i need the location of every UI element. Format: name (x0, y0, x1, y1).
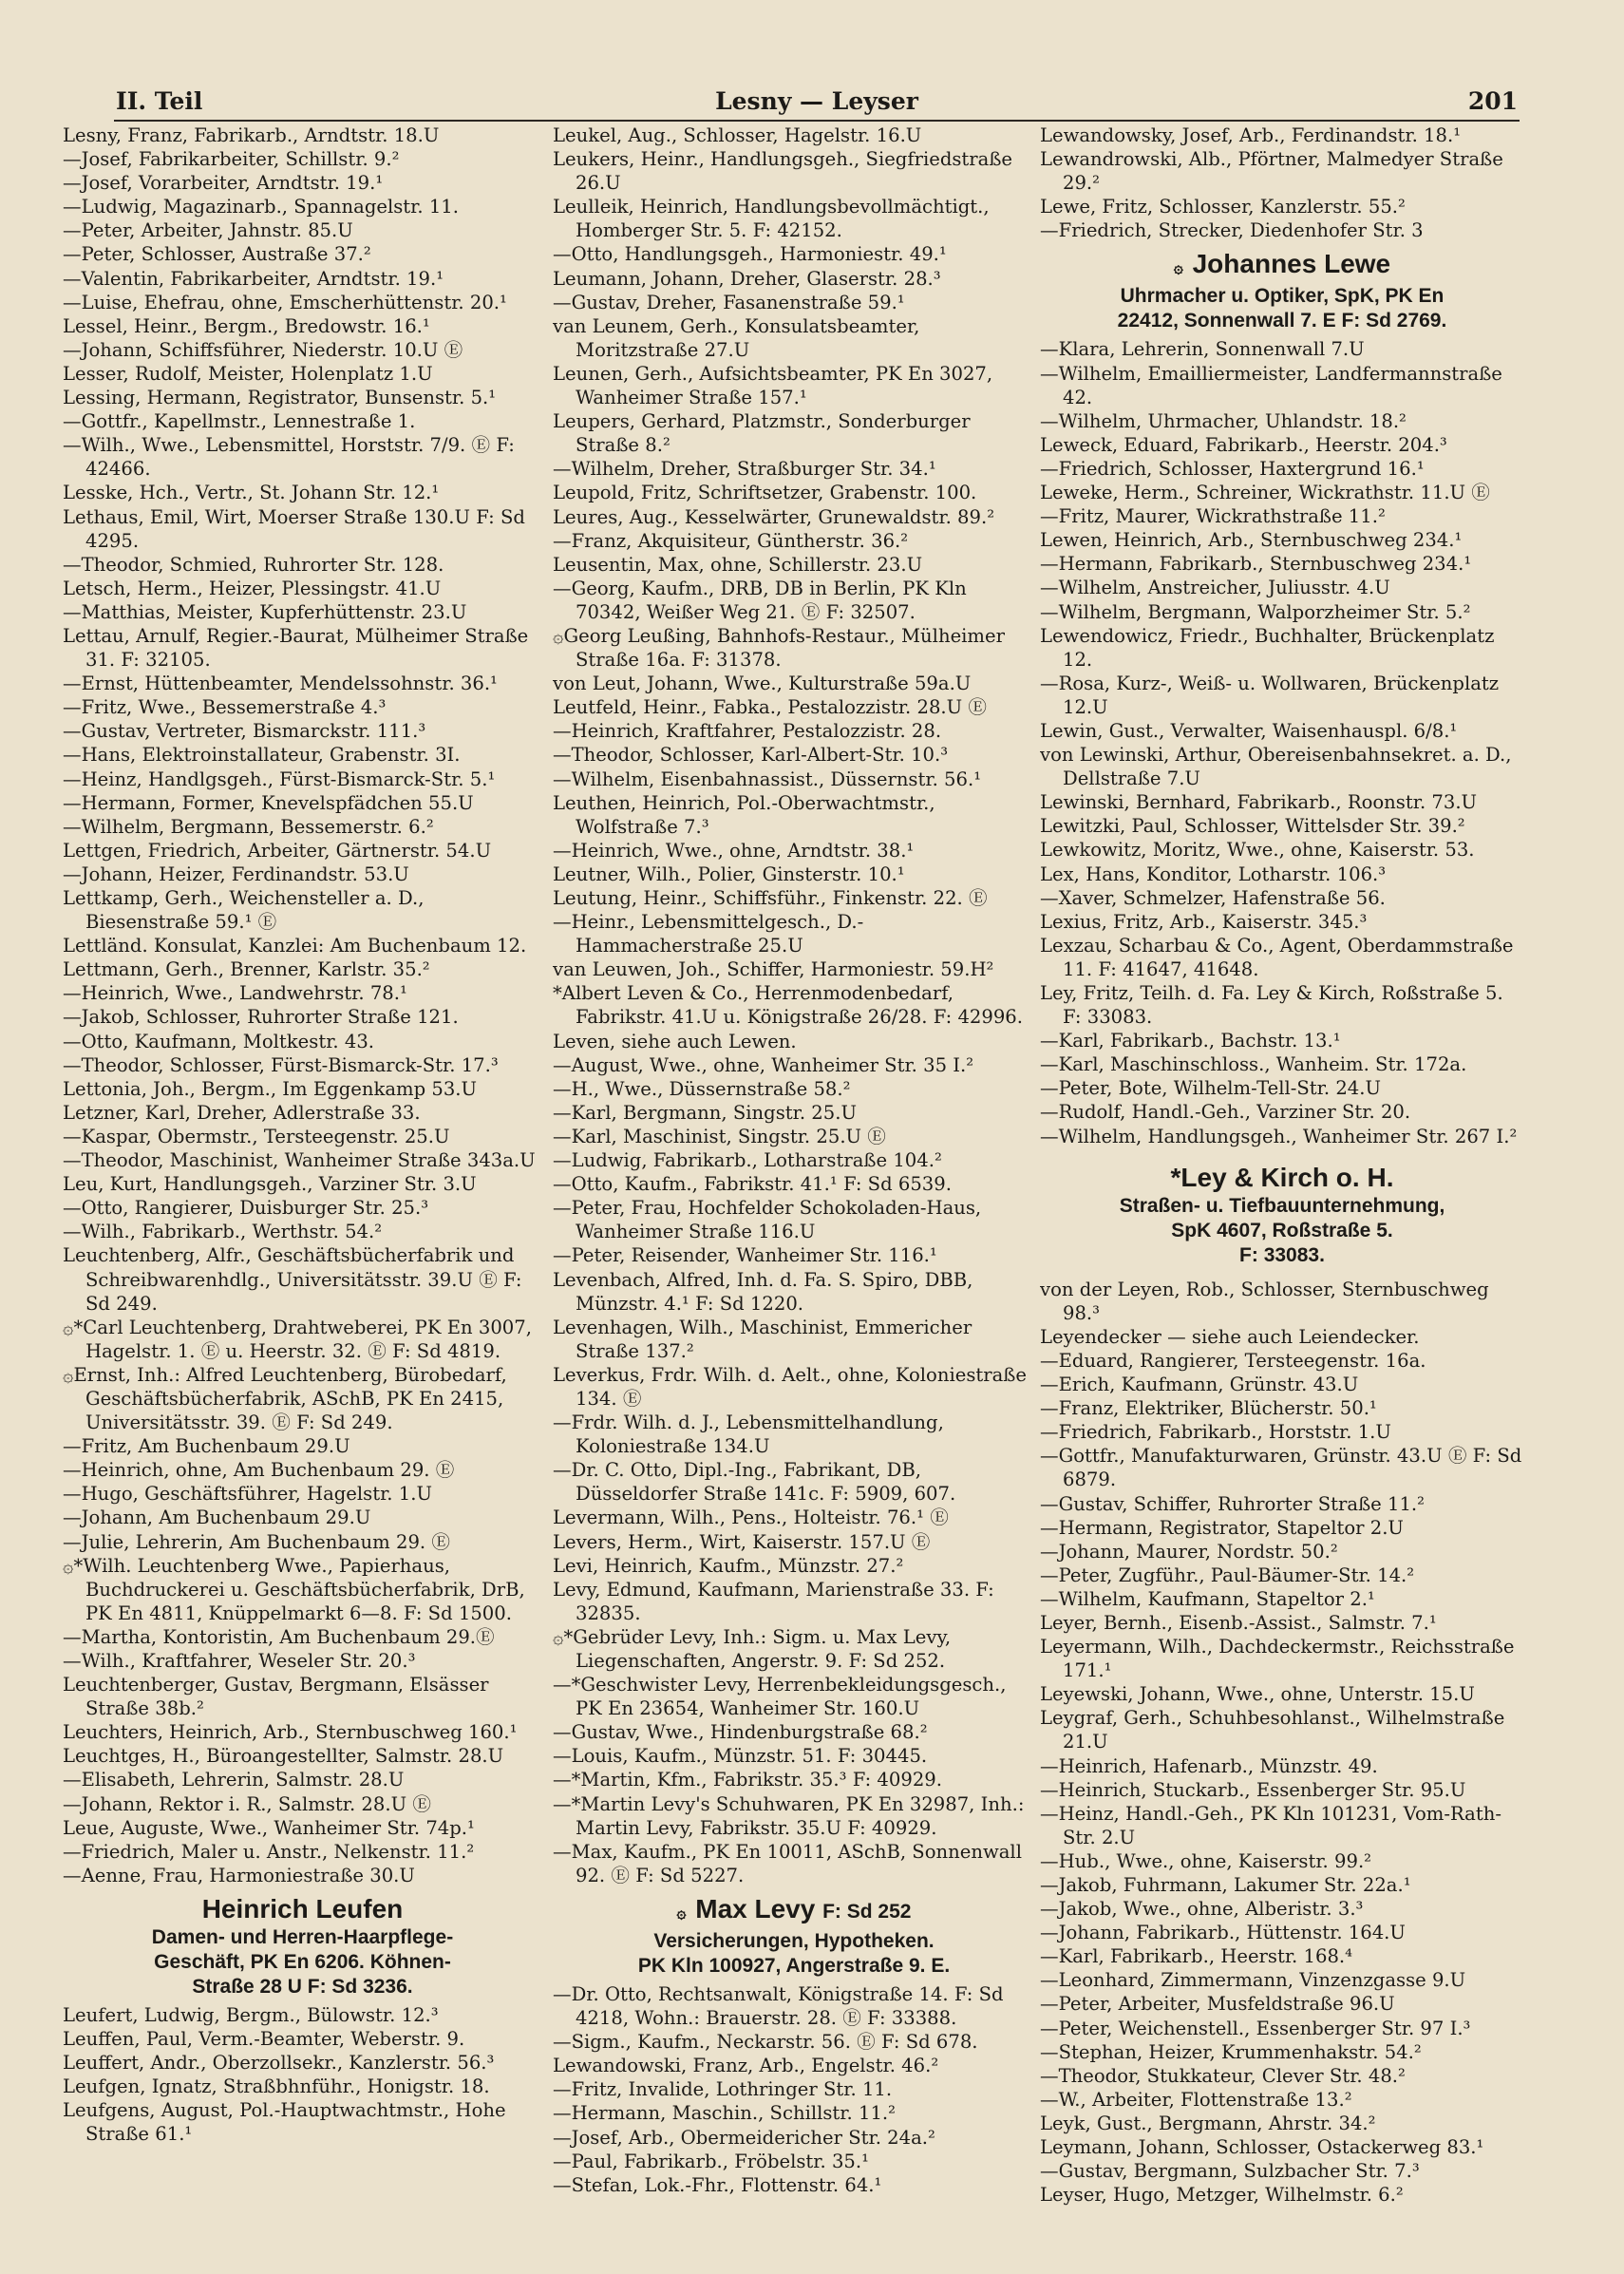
directory-entry: Leuchters, Heinrich, Arb., Sternbuschweg 160.¹ (63, 1721, 518, 1744)
directory-entry: —Wilh., Kraftfahrer, Weseler Str. 20.³ (63, 1650, 416, 1672)
directory-entry: Levi, Heinrich, Kaufm., Münzstr. 27.² (553, 1554, 904, 1577)
entry-list (553, 123, 1035, 1887)
entry-list (63, 2003, 542, 2147)
directory-entry: —Ernst, Hüttenbeamter, Mendelssohnstr. 36.¹ (63, 673, 498, 695)
directory-entry: —Louis, Kaufm., Münzstr. 51. F: 30445. (553, 1745, 928, 1768)
directory-entry: Lettonia, Joh., Bergm., Im Eggenkamp 53.U (63, 1077, 478, 1100)
directory-entry: —Heinz, Handlgsgeh., Fürst-Bismarck-Str. 5.¹ (63, 767, 496, 790)
directory-entry: Levermann, Wilh., Pens., Holteistr. 76.¹ Ⓔ (553, 1507, 949, 1529)
directory-entry: —Friedrich, Schlosser, Haxtergrund 16.¹ (1040, 457, 1425, 480)
directory-entry: Leulleik, Heinrich, Handlungsbevollmächtigt., Homberger Str. 5. F: 42152. (553, 196, 990, 242)
directory-entry: Leufgen, Ignatz, Straßbhnführ., Honigstr. 18. (63, 2075, 490, 2098)
directory-entry: —Wilhelm, Handlungsgeh., Wanheimer Str. 267 I.² (1040, 1125, 1518, 1147)
directory-entry: —Gustav, Schiffer, Ruhrorter Straße 11.² (1040, 1492, 1425, 1515)
directory-entry: Leyermann, Wilh., Dachdeckermstr., Reichsstraße 171.¹ (1040, 1636, 1515, 1682)
directory-entry: —Kaspar, Obermstr., Tersteegenstr. 25.U (63, 1125, 450, 1147)
ad-line: Geschäft, PK En 6206. Köhnen- (154, 1950, 451, 1973)
emblem-icon: ۞ (1173, 258, 1183, 277)
directory-entry: —Johann, Maurer, Nordstr. 50.² (1040, 1540, 1338, 1563)
directory-entry: Lesny, Franz, Fabrikarb., Arndtstr. 18.U (63, 124, 440, 146)
page-range-title: Lesny — Leyser (715, 87, 918, 115)
directory-entry: —Wilh., Fabrikarb., Werthstr. 54.² (63, 1221, 383, 1243)
directory-entry: —Otto, Kaufm., Fabrikstr. 41.¹ F: Sd 6539. (553, 1173, 952, 1196)
directory-entry: —Hub., Wwe., ohne, Kaiserstr. 99.² (1040, 1849, 1372, 1872)
directory-entry: —Hermann, Fabrikarb., Sternbuschweg 234.¹ (1040, 553, 1472, 576)
directory-entry: —Xaver, Schmelzer, Hafenstraße 56. (1040, 886, 1386, 909)
page-header (114, 84, 1520, 122)
directory-entry: Leygraf, Gerh., Schuhbesohlanst., Wilhelmstraße 21.U (1040, 1707, 1505, 1753)
entry-list (1040, 123, 1524, 242)
entry-list (1040, 337, 1524, 1147)
directory-entry: Leuchtenberger, Gustav, Bergmann, Elsässer Straße 38b.² (63, 1674, 489, 1720)
directory-entry: Lewendowicz, Friedr., Buchhalter, Brückenplatz 12. (1040, 624, 1495, 671)
directory-entry: Leyendecker — siehe auch Leiendecker. (1040, 1325, 1420, 1348)
directory-entry: Lewen, Heinrich, Arb., Sternbuschweg 234.¹ (1040, 529, 1463, 552)
directory-entry: —Heinrich, Wwe., Landwehrstr. 78.¹ (63, 982, 407, 1005)
directory-entry: —Josef, Vorarbeiter, Arndtstr. 19.¹ (63, 172, 384, 195)
directory-entry: —Leonhard, Zimmermann, Vinzenzgasse 9.U (1040, 1969, 1466, 1992)
column-1 (63, 123, 542, 2251)
ad-line: Straße 28 U F: Sd 3236. (192, 1975, 413, 1998)
directory-entry: Leuffert, Andr., Oberzollsekr., Kanzlerstr. 56.³ (63, 2052, 495, 2075)
directory-entry: —Gustav, Wwe., Hindenburgstraße 68.² (553, 1721, 928, 1744)
directory-entry: —Peter, Reisender, Wanheimer Str. 116.¹ (553, 1244, 937, 1267)
directory-entry: —Jakob, Fuhrmann, Lakumer Str. 22a.¹ (1040, 1874, 1411, 1896)
directory-entry: —Julie, Lehrerin, Am Buchenbaum 29. Ⓔ (63, 1530, 450, 1553)
directory-entry: —Gottfr., Manufakturwaren, Grünstr. 43.U Ⓔ F: Sd 6879. (1040, 1445, 1522, 1491)
directory-entry: Lettländ. Konsulat, Kanzlei: Am Buchenbaum 12. (63, 935, 527, 957)
directory-entry: Levers, Herm., Wirt, Kaiserstr. 157.U Ⓔ (553, 1530, 931, 1553)
ad-name: Heinrich Leufen (201, 1893, 404, 1923)
directory-entry: Lewinski, Bernhard, Fabrikarb., Roonstr. 73.U (1040, 791, 1478, 814)
directory-entry: Leverkus, Frdr. Wilh. d. Aelt., ohne, Koloniestraße 134. Ⓔ (553, 1363, 1027, 1410)
ad-name: *Ley & Kirch o. H. (1170, 1162, 1394, 1192)
directory-entry: —Eduard, Rangierer, Tersteegenstr. 16a. (1040, 1349, 1426, 1372)
directory-entry: —Peter, Arbeiter, Jahnstr. 85.U (63, 219, 353, 242)
ad-line: SpK 4607, Roßstraße 5. (1171, 1219, 1393, 1241)
directory-entry: Leuchtges, H., Büroangestellter, Salmstr. 28.U (63, 1745, 504, 1768)
directory-entry: —*Martin, Kfm., Fabrikstr. 35.³ F: 40929. (553, 1769, 942, 1791)
directory-entry: —Jakob, Schlosser, Ruhrorter Straße 121. (63, 1006, 459, 1029)
directory-entry: —Johann, Fabrikarb., Hüttenstr. 164.U (1040, 1922, 1406, 1944)
directory-entry: —Martha, Kontoristin, Am Buchenbaum 29.Ⓔ (63, 1625, 495, 1648)
directory-entry: —Jakob, Wwe., ohne, Alberistr. 3.³ (1040, 1898, 1364, 1921)
directory-entry: Lexius, Fritz, Arb., Kaiserstr. 345.³ (1040, 910, 1368, 933)
directory-entry: —Josef, Fabrikarbeiter, Schillstr. 9.² (63, 148, 400, 171)
entry-list (1040, 1278, 1524, 2208)
directory-entry: —Stefan, Lok.-Fhr., Flottenstr. 64.¹ (553, 2173, 882, 2196)
directory-entry: Levenhagen, Wilh., Maschinist, Emmericher Straße 137.² (553, 1316, 973, 1362)
directory-entry: Lewandrowski, Alb., Pförtner, Malmedyer Straße 29.² (1040, 148, 1503, 195)
directory-entry: —Peter, Weichenstell., Essenberger Str. 97 I.³ (1040, 2017, 1471, 2039)
directory-entry: Leuffen, Paul, Verm.-Beamter, Weberstr. 9. (63, 2028, 465, 2051)
directory-entry: —Hans, Elektroinstallateur, Grabenstr. 3I. (63, 744, 461, 767)
directory-entry: —Ludwig, Magazinarb., Spannagelstr. 11. (63, 196, 459, 218)
directory-entry: —Friedrich, Strecker, Diedenhofer Str. 3 (1040, 219, 1424, 242)
directory-entry: Leutner, Wilh., Polier, Ginsterstr. 10.¹ (553, 862, 905, 885)
directory-entry: —Wilhelm, Anstreicher, Juliusstr. 4.U (1040, 577, 1390, 599)
advertisement-max-levy (553, 1893, 1035, 1979)
directory-entry: Letzner, Karl, Dreher, Adlerstraße 33. (63, 1101, 421, 1124)
directory-entry: —Valentin, Fabrikarbeiter, Arndtstr. 19.¹ (63, 267, 444, 290)
directory-entry: —Heinr., Lebensmittelgesch., D.-Hammacherstraße 25.U (553, 911, 864, 957)
directory-entry: Leumann, Johann, Dreher, Glaserstr. 28.³ (553, 267, 941, 290)
directory-entry: Leyer, Bernh., Eisenb.-Assist., Salmstr. 7.¹ (1040, 1611, 1437, 1634)
directory-entry: —Wilhelm, Eisenbahnassist., Düssernstr. 56.¹ (553, 767, 982, 790)
directory-entry: —August, Wwe., ohne, Wanheimer Str. 35 I.² (553, 1053, 974, 1076)
section-label: II. Teil (116, 87, 203, 115)
directory-entry: —Heinrich, Stuckarb., Essenberger Str. 95.U (1040, 1778, 1466, 1801)
directory-entry: —Luise, Ehefrau, ohne, Emscherhüttenstr. 20.¹ (63, 291, 507, 313)
directory-entry: —Karl, Fabrikarb., Heerstr. 168.⁴ (1040, 1945, 1352, 1968)
directory-entry: —Rosa, Kurz-, Weiß- u. Wollwaren, Brückenplatz 12.U (1040, 672, 1500, 718)
directory-entry: —Erich, Kaufmann, Grünstr. 43.U (1040, 1374, 1359, 1396)
directory-entry: Levy, Edmund, Kaufmann, Marienstraße 33. F: 32835. (553, 1578, 994, 1624)
directory-entry: —W., Arbeiter, Flottenstraße 13.² (1040, 2088, 1352, 2111)
directory-entry: Leyewski, Johann, Wwe., ohne, Unterstr. 15.U (1040, 1683, 1475, 1706)
directory-entry: —Wilhelm, Dreher, Straßburger Str. 34.¹ (553, 458, 936, 481)
directory-entry: Leufert, Ludwig, Bergm., Bülowstr. 12.³ (63, 2003, 439, 2026)
directory-entry: Lessing, Hermann, Registrator, Bunsenstr. 5.¹ (63, 387, 497, 409)
directory-entry: —Peter, Frau, Hochfelder Schokoladen-Haus, Wanheimer Straße 116.U (553, 1197, 982, 1243)
directory-entry: von Lewinski, Arthur, Obereisenbahnsekret. a. D., Dellstraße 7.U (1040, 744, 1512, 790)
directory-entry: —Paul, Fabrikarb., Fröbelstr. 35.¹ (553, 2150, 869, 2172)
directory-entry: —Rudolf, Handl.-Geh., Varziner Str. 20. (1040, 1101, 1411, 1124)
directory-entry: Lewandowski, Franz, Arb., Engelstr. 46.² (553, 2055, 939, 2077)
directory-entry: ۞*Carl Leuchtenberg, Drahtweberei, PK En 3007, Hagelstr. 1. Ⓔ u. Heerstr. 32. Ⓔ F: Sd 4819. (63, 1316, 532, 1362)
directory-entry: —Theodor, Schlosser, Karl-Albert-Str. 10.³ (553, 744, 949, 767)
directory-entry: —Wilhelm, Uhrmacher, Uhlandstr. 18.² (1040, 409, 1407, 432)
directory-entry: Leufgens, August, Pol.-Hauptwachtmstr., Hohe Straße 61.¹ (63, 2099, 506, 2146)
directory-entry: ۞Georg Leußing, Bahnhofs-Restaur., Mülheimer Straße 16a. F: 31378. (553, 624, 1005, 672)
directory-entry: Levenbach, Alfred, Inh. d. Fa. S. Spiro, DBB, Münzstr. 4.¹ F: Sd 1220. (553, 1268, 973, 1315)
directory-entry: —Stephan, Heizer, Krummenhakstr. 54.² (1040, 2040, 1422, 2063)
directory-entry: —Theodor, Maschinist, Wanheimer Straße 343a.U (63, 1149, 536, 1172)
ad-phone: F: Sd 252 (822, 1900, 912, 1923)
directory-entry: Ley, Fritz, Teilh. d. Fa. Ley & Kirch, Roßstraße 5. F: 33083. (1040, 982, 1503, 1029)
directory-entry: Lex, Hans, Konditor, Lotharstr. 106.³ (1040, 862, 1387, 885)
directory-entry: —Franz, Elektriker, Blücherstr. 50.¹ (1040, 1397, 1377, 1420)
ad-line: Damen- und Herren-Haarpflege- (151, 1925, 454, 1948)
directory-entry: —Heinz, Handl.-Geh., PK Kln 101231, Vom-Rath-Str. 2.U (1040, 1802, 1501, 1848)
directory-entry: —Gustav, Vertreter, Bismarckstr. 111.³ (63, 720, 426, 743)
ad-line: Uhrmacher u. Optiker, SpK, PK En (1120, 285, 1445, 308)
directory-entry: Leven, siehe auch Lewen. (553, 1030, 797, 1052)
directory-entry: Leusentin, Max, ohne, Schillerstr. 23.U (553, 553, 923, 576)
directory-entry: —Fritz, Wwe., Bessemerstraße 4.³ (63, 696, 387, 719)
directory-entry: —H., Wwe., Düssernstraße 58.² (553, 1077, 851, 1100)
directory-entry: Lewkowitz, Moritz, Wwe., ohne, Kaiserstr. 53. (1040, 839, 1475, 862)
directory-entry: —Heinrich, Hafenarb., Münzstr. 49. (1040, 1754, 1378, 1777)
directory-entry: —Wilhelm, Emailliermeister, Landfermannstraße 42. (1040, 362, 1502, 408)
directory-entry: Lesske, Hch., Vertr., St. Johann Str. 12.¹ (63, 482, 440, 504)
directory-entry: —Karl, Maschinist, Singstr. 25.U Ⓔ (553, 1125, 886, 1147)
directory-entry: —Heinrich, ohne, Am Buchenbaum 29. Ⓔ (63, 1459, 455, 1482)
directory-entry: —Otto, Kaufmann, Moltkestr. 43. (63, 1030, 375, 1052)
directory-entry: —Wilhelm, Bergmann, Walporzheimer Str. 5.² (1040, 600, 1471, 623)
directory-entry: —Wilhelm, Bergmann, Bessemerstr. 6.² (63, 815, 434, 838)
directory-entry: —Hugo, Geschäftsführer, Hagelstr. 1.U (63, 1483, 432, 1506)
directory-entry: —Franz, Akquisiteur, Güntherstr. 36.² (553, 529, 909, 552)
directory-entry: —Georg, Kaufm., DRB, DB in Berlin, PK Kln 70342, Weißer Weg 21. Ⓔ F: 32507. (553, 577, 967, 623)
directory-entry: —Johann, Rektor i. R., Salmstr. 28.U Ⓔ (63, 1792, 431, 1815)
directory-entry: —Karl, Fabrikarb., Bachstr. 13.¹ (1040, 1030, 1341, 1052)
directory-entry: —Sigm., Kaufm., Neckarstr. 56. Ⓔ F: Sd 678. (553, 2031, 978, 2054)
directory-entry: Leuthen, Heinrich, Pol.-Oberwachtmstr., Wolfstraße 7.³ (553, 791, 935, 838)
page-number: 201 (1467, 87, 1518, 115)
directory-entry: —Theodor, Stukkateur, Clever Str. 48.² (1040, 2064, 1406, 2087)
directory-entry: Lettgen, Friedrich, Arbeiter, Gärtnerstr. 54.U (63, 839, 492, 862)
directory-entry: Lewitzki, Paul, Schlosser, Wittelsder Str. 39.² (1040, 815, 1465, 838)
directory-entry: Lexzau, Scharbau & Co., Agent, Oberdammstraße 11. F: 41647, 41648. (1040, 934, 1514, 980)
directory-entry: Lettkamp, Gerh., Weichensteller a. D., Biesenstraße 59.¹ Ⓔ (63, 887, 425, 934)
directory-entry: —Hermann, Maschin., Schillstr. 11.² (553, 2102, 896, 2125)
directory-entry: —Heinrich, Wwe., ohne, Arndtstr. 38.¹ (553, 839, 915, 862)
directory-entry: —Gustav, Bergmann, Sulzbacher Str. 7.³ (1040, 2160, 1420, 2183)
directory-entry: —Otto, Handlungsgeh., Harmoniestr. 49.¹ (553, 243, 947, 266)
directory-entry: —Fritz, Invalide, Lothringer Str. 11. (553, 2078, 893, 2101)
directory-entry: Leyk, Gust., Bergmann, Ahrstr. 34.² (1040, 2112, 1376, 2134)
directory-entry: Leunen, Gerh., Aufsichtsbeamter, PK En 3027, Wanheimer Straße 157.¹ (553, 362, 993, 409)
entry-list (63, 123, 542, 1887)
ad-name: Johannes Lewe (1192, 249, 1391, 279)
directory-entry: —Friedrich, Maler u. Anstr., Nelkenstr. 11.² (63, 1840, 475, 1863)
directory-entry: Leue, Auguste, Wwe., Wanheimer Str. 74p.¹ (63, 1816, 475, 1839)
directory-entry: Leukers, Heinr., Handlungsgeh., Siegfriedstraße 26.U (553, 148, 1013, 195)
directory-entry: von Leut, Johann, Wwe., Kulturstraße 59a.U (553, 673, 972, 695)
directory-entry: —Johann, Schiffsführer, Niederstr. 10.U Ⓔ (63, 338, 463, 361)
directory-entry: Leutfeld, Heinr., Fabka., Pestalozzistr. 28.U Ⓔ (553, 696, 987, 719)
directory-entry: Lettau, Arnulf, Regier.-Baurat, Mülheimer Straße 31. F: 32105. (63, 624, 529, 672)
directory-entry: ۞*Gebrüder Levy, Inh.: Sigm. u. Max Levy, Liegenschaften, Angerstr. 9. F: Sd 252. (553, 1625, 952, 1672)
directory-entry: —Elisabeth, Lehrerin, Salmstr. 28.U (63, 1769, 405, 1791)
column-3 (1040, 123, 1524, 2251)
directory-entry: Leures, Aug., Kesselwärter, Grunewaldstr. 89.² (553, 505, 995, 528)
directory-entry: —Aenne, Frau, Harmoniestraße 30.U (63, 1864, 415, 1886)
directory-entry: Leweck, Eduard, Fabrikarb., Heerstr. 204.³ (1040, 433, 1447, 456)
directory-entry: —Gottfr., Kapellmstr., Lennestraße 1. (63, 410, 416, 433)
ad-line: PK Kln 100927, Angerstraße 9. E. (637, 1954, 951, 1977)
directory-entry: —Hermann, Former, Knevelspfädchen 55.U (63, 791, 474, 814)
directory-entry: —Dr. Otto, Rechtsanwalt, Königstraße 14. F: Sd 4218, Wohn.: Brauerstr. 28. Ⓔ F: 33388. (553, 1982, 1004, 2030)
directory-entry: —Johann, Am Buchenbaum 29.U (63, 1507, 371, 1529)
directory-entry: —*Geschwister Levy, Herrenbekleidungsgesch., PK En 23654, Wanheimer Str. 160.U (553, 1674, 1007, 1720)
directory-entry: Lettmann, Gerh., Brenner, Karlstr. 35.² (63, 958, 430, 981)
directory-entry: *Albert Leven & Co., Herrenmodenbedarf, Fabrikstr. 41.U u. Königstraße 26/28. F: 42996. (553, 982, 1024, 1029)
directory-entry: Leupold, Fritz, Schriftsetzer, Grabenstr. 100. (553, 482, 977, 504)
ad-line: F: 33083. (1239, 1243, 1325, 1266)
directory-entry: Leuchtenberg, Alfr., Geschäftsbücherfabrik und Schreibwarenhdlg., Universitätsstr. 39.U Ⓔ F: Sd 249. (63, 1244, 522, 1315)
directory-entry: Leupers, Gerhard, Platzmstr., Sonderburger Straße 8.² (553, 410, 971, 457)
directory-entry: von der Leyen, Rob., Schlosser, Sternbuschweg 98.³ (1040, 1278, 1489, 1324)
directory-entry: Leu, Kurt, Handlungsgeh., Varziner Str. 3.U (63, 1173, 477, 1196)
directory-entry: van Leunem, Gerh., Konsulatsbeamter, Moritzstraße 27.U (553, 314, 920, 361)
directory-entry: Letsch, Herm., Heizer, Plessingstr. 41.U (63, 577, 442, 599)
directory-entry: —Fritz, Maurer, Wickrathstraße 11.² (1040, 505, 1386, 528)
directory-entry: —Peter, Arbeiter, Musfeldstraße 96.U (1040, 1993, 1395, 2016)
directory-entry: —Wilhelm, Kaufmann, Stapeltor 2.¹ (1040, 1587, 1375, 1610)
directory-entry: Lesser, Rudolf, Meister, Holenplatz 1.U (63, 362, 433, 385)
directory-entry: —Heinrich, Kraftfahrer, Pestalozzistr. 28. (553, 720, 942, 743)
directory-entry: Lewe, Fritz, Schlosser, Kanzlerstr. 55.² (1040, 196, 1406, 218)
directory-entry: —Ludwig, Fabrikarb., Lotharstraße 104.² (553, 1149, 942, 1172)
advertisement-johannes-lewe (1040, 248, 1524, 333)
ad-line: Versicherungen, Hypotheken. (653, 1929, 935, 1952)
ad-line: 22412, Sonnenwall 7. E F: Sd 2769. (1117, 310, 1447, 332)
directory-entry: Leukel, Aug., Schlosser, Hagelstr. 16.U (553, 124, 922, 146)
directory-entry: Lewin, Gust., Verwalter, Waisenhauspl. 6/8.¹ (1040, 719, 1458, 742)
column-2 (553, 123, 1035, 2251)
directory-entry: —Karl, Maschinschloss., Wanheim. Str. 172a. (1040, 1053, 1467, 1076)
directory-entry: Leweke, Herm., Schreiner, Wickrathstr. 11.U Ⓔ (1040, 482, 1490, 504)
directory-entry: —Friedrich, Fabrikarb., Horststr. 1.U (1040, 1421, 1391, 1444)
directory-entry: —Peter, Zugführ., Paul-Bäumer-Str. 14.² (1040, 1563, 1415, 1586)
entry-list (553, 1982, 1035, 2197)
directory-entry: Lessel, Heinr., Bergm., Bredowstr. 16.¹ (63, 314, 430, 337)
directory-entry: van Leuwen, Joh., Schiffer, Harmoniestr. 59.H² (553, 958, 994, 981)
advertisement-leufen (63, 1893, 542, 1999)
ad-name: Max Levy (695, 1893, 816, 1923)
directory-entry: —Peter, Schlosser, Austraße 37.² (63, 243, 371, 266)
directory-entry: Leymann, Johann, Schlosser, Ostackerweg 83.¹ (1040, 2136, 1484, 2159)
directory-entry: Leyser, Hugo, Metzger, Wilhelmstr. 6.² (1040, 2184, 1404, 2207)
directory-entry: ۞Ernst, Inh.: Alfred Leuchtenberg, Bürobedarf, Geschäftsbücherfabrik, ASchB, PK En 2415, Universitätsstr. 39. Ⓔ F: Sd 249. (63, 1363, 507, 1434)
directory-entry: —Frdr. Wilh. d. J., Lebensmittelhandlung, Koloniestraße 134.U (553, 1412, 944, 1458)
directory-entry: —Gustav, Dreher, Fasanenstraße 59.¹ (553, 291, 905, 313)
advertisement-ley-kirch (1040, 1162, 1524, 1268)
directory-entry: —Theodor, Schmied, Ruhrorter Str. 128. (63, 553, 444, 576)
directory-entry: —Dr. C. Otto, Dipl.-Ing., Fabrikant, DB, Düsseldorfer Straße 141c. F: 5909, 607. (553, 1459, 956, 1506)
directory-entry: —Hermann, Registrator, Stapeltor 2.U (1040, 1516, 1404, 1539)
ad-line: Straßen- u. Tiefbauunternehmung, (1119, 1194, 1445, 1217)
directory-entry: —Klara, Lehrerin, Sonnenwall 7.U (1040, 338, 1365, 361)
directory-entry: Lethaus, Emil, Wirt, Moerser Straße 130.U F: Sd 4295. (63, 505, 525, 552)
directory-entry: —Johann, Heizer, Ferdinandstr. 53.U (63, 862, 409, 885)
directory-entry: ۞*Wilh. Leuchtenberg Wwe., Papierhaus, Buchdruckerei u. Geschäftsbücherfabrik, DrB, PK En 4811, Knüppelmarkt 6—8. F: Sd 1500. (63, 1554, 525, 1624)
directory-entry: —Peter, Bote, Wilhelm-Tell-Str. 24.U (1040, 1077, 1381, 1100)
directory-entry: —Max, Kaufm., PK En 10011, ASchB, Sonnenwall 92. Ⓔ F: Sd 5227. (553, 1840, 1022, 1886)
emblem-icon: ۞ (676, 1903, 687, 1922)
directory-entry: —Josef, Arb., Obermeidericher Str. 24a.² (553, 2126, 935, 2149)
directory-entry: —Matthias, Meister, Kupferhüttenstr. 23.U (63, 600, 467, 623)
directory-entry: Lewandowsky, Josef, Arb., Ferdinandstr. 18.¹ (1040, 124, 1462, 146)
directory-entry: —Wilh., Wwe., Lebensmittel, Horststr. 7/9. Ⓔ F: 42466. (63, 434, 515, 481)
directory-entry: —Karl, Bergmann, Singstr. 25.U (553, 1101, 857, 1124)
directory-entry: —*Martin Levy's Schuhwaren, PK En 32987, Inh.: Martin Levy, Fabrikstr. 35.U F: 40929. (553, 1792, 1025, 1839)
directory-entry: —Theodor, Schlosser, Fürst-Bismarck-Str. 17.³ (63, 1053, 499, 1076)
directory-entry: —Fritz, Am Buchenbaum 29.U (63, 1435, 350, 1458)
directory-entry: —Otto, Rangierer, Duisburger Str. 25.³ (63, 1197, 429, 1220)
directory-entry: Leutung, Heinr., Schiffsführ., Finkenstr. 22. Ⓔ (553, 887, 988, 909)
